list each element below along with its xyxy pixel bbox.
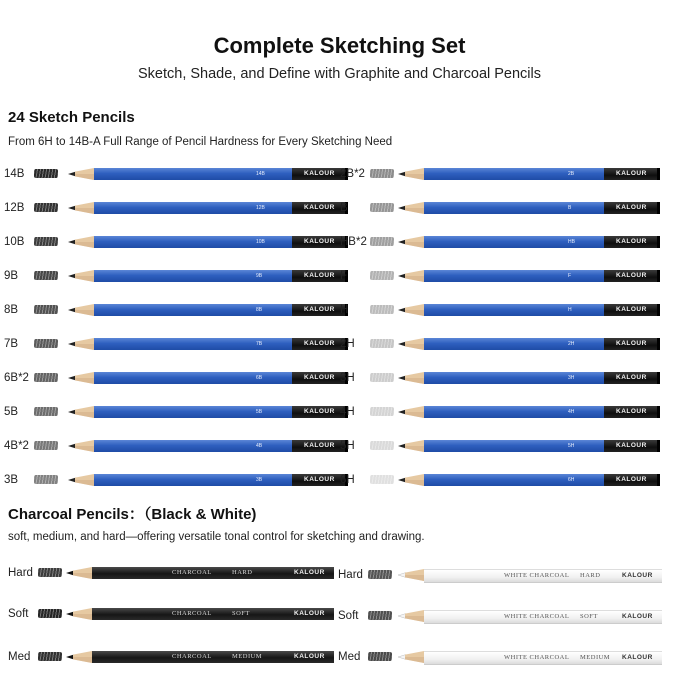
charcoal-pencil [398, 609, 662, 623]
shade-swatch [370, 339, 394, 348]
brand-label: KALOUR [304, 374, 335, 381]
pencil-tip [398, 201, 424, 215]
pencil-end [604, 202, 660, 214]
sharpened-tip-icon [398, 609, 424, 623]
brand-label: KALOUR [622, 572, 653, 579]
shade-swatch [38, 652, 62, 661]
sharpened-tip-icon [66, 566, 92, 580]
pencil-body [424, 474, 604, 486]
sharpened-tip-icon [68, 473, 94, 487]
pencil-grade-print: 7B [256, 341, 263, 347]
sketch-section-title: 24 Sketch Pencils [8, 109, 135, 126]
sketch-pencil [68, 405, 348, 419]
grade-label: 7B [4, 338, 19, 350]
pencil-cap [657, 270, 660, 282]
brand-label: KALOUR [294, 610, 325, 617]
sketch-pencil [68, 439, 348, 453]
pencil-end [604, 168, 660, 180]
grade-label: 2B*2 [340, 168, 365, 180]
pencil-body [424, 372, 604, 384]
shade-swatch [38, 568, 62, 577]
pencil-body [424, 304, 604, 316]
brand-label: KALOUR [616, 442, 647, 449]
brand-label: KALOUR [616, 170, 647, 177]
sketch-pencil [398, 439, 660, 453]
shade-swatch [34, 237, 58, 246]
grade-label: 6H [340, 474, 355, 486]
pencil-grade-print: F [568, 273, 572, 279]
sharpened-tip-icon [68, 167, 94, 181]
brand-label: KALOUR [304, 306, 335, 313]
sketch-pencil [398, 337, 660, 351]
pencil-name-print: WHITE CHARCOAL [504, 613, 570, 620]
shade-swatch [370, 407, 394, 416]
pencil-body [92, 567, 334, 579]
grade-label: Soft [338, 610, 359, 622]
pencil-grade-print: B [568, 205, 572, 211]
brand-label: KALOUR [304, 408, 335, 415]
pencil-tip [398, 405, 424, 419]
brand-label: KALOUR [304, 442, 335, 449]
grade-label: 14B [4, 168, 25, 180]
sketch-pencil [68, 269, 348, 283]
sketch-section-description: From 6H to 14B-A Full Range of Pencil Hardness for Every Sketching Need [8, 136, 393, 148]
grade-label: 10B [4, 236, 25, 248]
brand-label: KALOUR [304, 340, 335, 347]
grade-label: 4B*2 [4, 440, 29, 452]
pencil-tip [68, 337, 94, 351]
shade-swatch [368, 652, 392, 661]
pencil-end [604, 338, 660, 350]
pencil-grade-print: 6B [256, 375, 263, 381]
shade-swatch [368, 611, 392, 620]
pencil-body [94, 168, 292, 180]
pencil-body [424, 651, 662, 665]
pencil-tip [68, 473, 94, 487]
pencil-tip [398, 650, 424, 664]
shade-swatch [370, 373, 394, 382]
brand-label: KALOUR [616, 408, 647, 415]
pencil-grade-print: 8B [256, 307, 263, 313]
pencil-tip [398, 439, 424, 453]
sharpened-tip-icon [398, 473, 424, 487]
sharpened-tip-icon [398, 405, 424, 419]
grade-label: Med [8, 651, 31, 663]
page-subtitle: Sketch, Shade, and Define with Graphite and Charcoal Pencils [137, 66, 541, 82]
pencil-body [94, 474, 292, 486]
brand-label: KALOUR [616, 238, 647, 245]
pencil-grade-print: MEDIUM [232, 653, 263, 660]
pencil-cap [657, 372, 660, 384]
pencil-grade-print: SOFT [580, 613, 598, 620]
sharpened-tip-icon [398, 337, 424, 351]
sketch-pencil [398, 303, 660, 317]
pencil-grade-print: 2H [568, 341, 575, 347]
pencil-grade-print: H [568, 307, 572, 313]
sketch-pencil [398, 405, 660, 419]
sharpened-tip-icon [68, 337, 94, 351]
pencil-end [604, 270, 660, 282]
sketch-pencil [398, 269, 660, 283]
shade-swatch [34, 475, 58, 484]
pencil-body [424, 569, 662, 583]
charcoal-section-description: soft, medium, and hard—offering versatile tonal control for sketching and drawing. [8, 531, 425, 543]
pencil-name-print: WHITE CHARCOAL [504, 572, 570, 579]
brand-label: KALOUR [622, 613, 653, 620]
sharpened-tip-icon [68, 201, 94, 215]
sharpened-tip-icon [398, 650, 424, 664]
pencil-cap [657, 474, 660, 486]
sharpened-tip-icon [68, 371, 94, 385]
shade-swatch [34, 373, 58, 382]
shade-swatch [34, 305, 58, 314]
shade-swatch [34, 169, 58, 178]
pencil-body [424, 610, 662, 624]
shade-swatch [34, 407, 58, 416]
pencil-body [424, 168, 604, 180]
sketch-pencil [68, 167, 348, 181]
sharpened-tip-icon [398, 371, 424, 385]
sharpened-tip-icon [398, 269, 424, 283]
pencil-body [424, 406, 604, 418]
shade-swatch [370, 441, 394, 450]
pencil-grade-print: MEDIUM [580, 654, 611, 661]
pencil-name-print: CHARCOAL [172, 653, 212, 660]
brand-label: KALOUR [304, 238, 335, 245]
pencil-grade-print: 4B [256, 443, 263, 449]
grade-label: 5H [340, 440, 355, 452]
pencil-tip [68, 405, 94, 419]
sharpened-tip-icon [68, 303, 94, 317]
grade-label: 5B [4, 406, 19, 418]
sketch-pencil [68, 201, 348, 215]
grade-label: Soft [8, 608, 29, 620]
charcoal-pencil [66, 650, 334, 664]
sketch-pencil [398, 235, 660, 249]
brand-label: KALOUR [304, 204, 335, 211]
shade-swatch [368, 570, 392, 579]
pencil-cap [657, 338, 660, 350]
shade-swatch [370, 271, 394, 280]
pencil-body [92, 608, 334, 620]
pencil-tip [398, 568, 424, 582]
sharpened-tip-icon [398, 303, 424, 317]
grade-label: 12B [4, 202, 25, 214]
shade-swatch [34, 271, 58, 280]
pencil-tip [398, 303, 424, 317]
sketch-pencil [68, 303, 348, 317]
brand-label: KALOUR [304, 476, 335, 483]
sketch-pencil [68, 235, 348, 249]
pencil-tip [68, 371, 94, 385]
pencil-name-print: WHITE CHARCOAL [504, 654, 570, 661]
pencil-body [94, 270, 292, 282]
pencil-grade-print: 14B [256, 171, 265, 177]
pencil-tip [68, 269, 94, 283]
sharpened-tip-icon [398, 167, 424, 181]
pencil-tip [398, 235, 424, 249]
shade-swatch [34, 339, 58, 348]
pencil-cap [657, 406, 660, 418]
shade-swatch [34, 203, 58, 212]
page-title: Complete Sketching Set [213, 33, 466, 58]
sketch-pencil [398, 167, 660, 181]
shade-swatch [370, 305, 394, 314]
brand-label: KALOUR [616, 272, 647, 279]
pencil-tip [68, 235, 94, 249]
pencil-end [604, 304, 660, 316]
pencil-grade-print: HB [568, 239, 575, 245]
grade-label: 2H [340, 338, 355, 350]
pencil-body [94, 372, 292, 384]
pencil-tip [398, 609, 424, 623]
pencil-grade-print: 3H [568, 375, 575, 381]
pencil-body [94, 406, 292, 418]
pencil-grade-print: 5H [568, 443, 575, 449]
pencil-tip [398, 371, 424, 385]
brand-label: KALOUR [294, 569, 325, 576]
pencil-tip [68, 167, 94, 181]
grade-label: HB*2 [340, 236, 367, 248]
pencil-grade-print: HARD [580, 572, 601, 579]
brand-label: KALOUR [616, 374, 647, 381]
charcoal-title-paren: （Black & White) [143, 506, 257, 523]
sketch-pencil [68, 473, 348, 487]
pencil-grade-print: 5B [256, 409, 263, 415]
pencil-tip [398, 473, 424, 487]
shade-swatch [38, 609, 62, 618]
pencil-body [94, 338, 292, 350]
sketch-pencil [68, 371, 348, 385]
pencil-cap [657, 440, 660, 452]
pencil-end [604, 236, 660, 248]
pencil-body [94, 440, 292, 452]
sharpened-tip-icon [398, 439, 424, 453]
sharpened-tip-icon [398, 201, 424, 215]
sharpened-tip-icon [68, 439, 94, 453]
sharpened-tip-icon [398, 235, 424, 249]
pencil-tip [68, 201, 94, 215]
grade-label: H [340, 304, 349, 316]
grade-label: 8B [4, 304, 19, 316]
brand-label: KALOUR [304, 170, 335, 177]
brand-label: KALOUR [616, 306, 647, 313]
charcoal-pencil [398, 650, 662, 664]
pencil-tip [66, 607, 92, 621]
pencil-body [424, 440, 604, 452]
grade-label: 6B*2 [4, 372, 29, 384]
sharpened-tip-icon [66, 650, 92, 664]
pencil-grade-print: 10B [256, 239, 265, 245]
brand-label: KALOUR [616, 476, 647, 483]
charcoal-pencil [66, 566, 334, 580]
sketch-pencil [398, 473, 660, 487]
pencil-end [604, 440, 660, 452]
pencil-cap [657, 202, 660, 214]
pencil-tip [398, 269, 424, 283]
pencil-grade-print: 4H [568, 409, 575, 415]
pencil-grade-print: 2B [568, 171, 575, 177]
grade-label: Hard [338, 569, 363, 581]
grade-label: 4H [340, 406, 355, 418]
sharpened-tip-icon [66, 607, 92, 621]
brand-label: KALOUR [616, 204, 647, 211]
pencil-grade-print: 9B [256, 273, 263, 279]
grade-label: 3B [4, 474, 19, 486]
pencil-grade-print: 6H [568, 477, 575, 483]
pencil-body [94, 202, 292, 214]
brand-label: KALOUR [294, 653, 325, 660]
shade-swatch [370, 203, 394, 212]
grade-label: 9B [4, 270, 19, 282]
sketch-pencil [398, 201, 660, 215]
grade-label: 3H [340, 372, 355, 384]
brand-label: KALOUR [622, 654, 653, 661]
brand-label: KALOUR [616, 340, 647, 347]
pencil-tip [66, 650, 92, 664]
pencil-body [92, 651, 334, 663]
shade-swatch [34, 441, 58, 450]
charcoal-section-title [8, 503, 256, 524]
charcoal-pencil [66, 607, 334, 621]
pencil-grade-print: 12B [256, 205, 265, 211]
pencil-body [424, 270, 604, 282]
brand-label: KALOUR [304, 272, 335, 279]
pencil-tip [398, 337, 424, 351]
pencil-body [94, 304, 292, 316]
pencil-end [604, 372, 660, 384]
pencil-end [604, 474, 660, 486]
sharpened-tip-icon [68, 405, 94, 419]
sharpened-tip-icon [398, 568, 424, 582]
pencil-grade-print: HARD [232, 569, 253, 576]
pencil-grade-print: SOFT [232, 610, 250, 617]
grade-label: Med [338, 651, 361, 663]
pencil-name-print: CHARCOAL [172, 610, 212, 617]
pencil-body [424, 338, 604, 350]
pencil-tip [68, 439, 94, 453]
shade-swatch [370, 475, 394, 484]
pencil-body [94, 236, 292, 248]
pencil-tip [68, 303, 94, 317]
pencil-cap [657, 304, 660, 316]
pencil-cap [657, 236, 660, 248]
grade-label: F [340, 270, 348, 282]
pencil-body [424, 236, 604, 248]
pencil-tip [398, 167, 424, 181]
grade-label: B [340, 202, 348, 214]
pencil-end [604, 406, 660, 418]
charcoal-title-text: Charcoal Pencils： [8, 506, 144, 523]
sketch-pencil [68, 337, 348, 351]
shade-swatch [370, 169, 394, 178]
pencil-body [424, 202, 604, 214]
sketch-pencil [398, 371, 660, 385]
sharpened-tip-icon [68, 235, 94, 249]
pencil-tip [66, 566, 92, 580]
grade-label: Hard [8, 567, 33, 579]
pencil-name-print: CHARCOAL [172, 569, 212, 576]
pencil-cap [657, 168, 660, 180]
pencil-grade-print: 3B [256, 477, 263, 483]
shade-swatch [370, 237, 394, 246]
charcoal-pencil [398, 568, 662, 582]
sharpened-tip-icon [68, 269, 94, 283]
